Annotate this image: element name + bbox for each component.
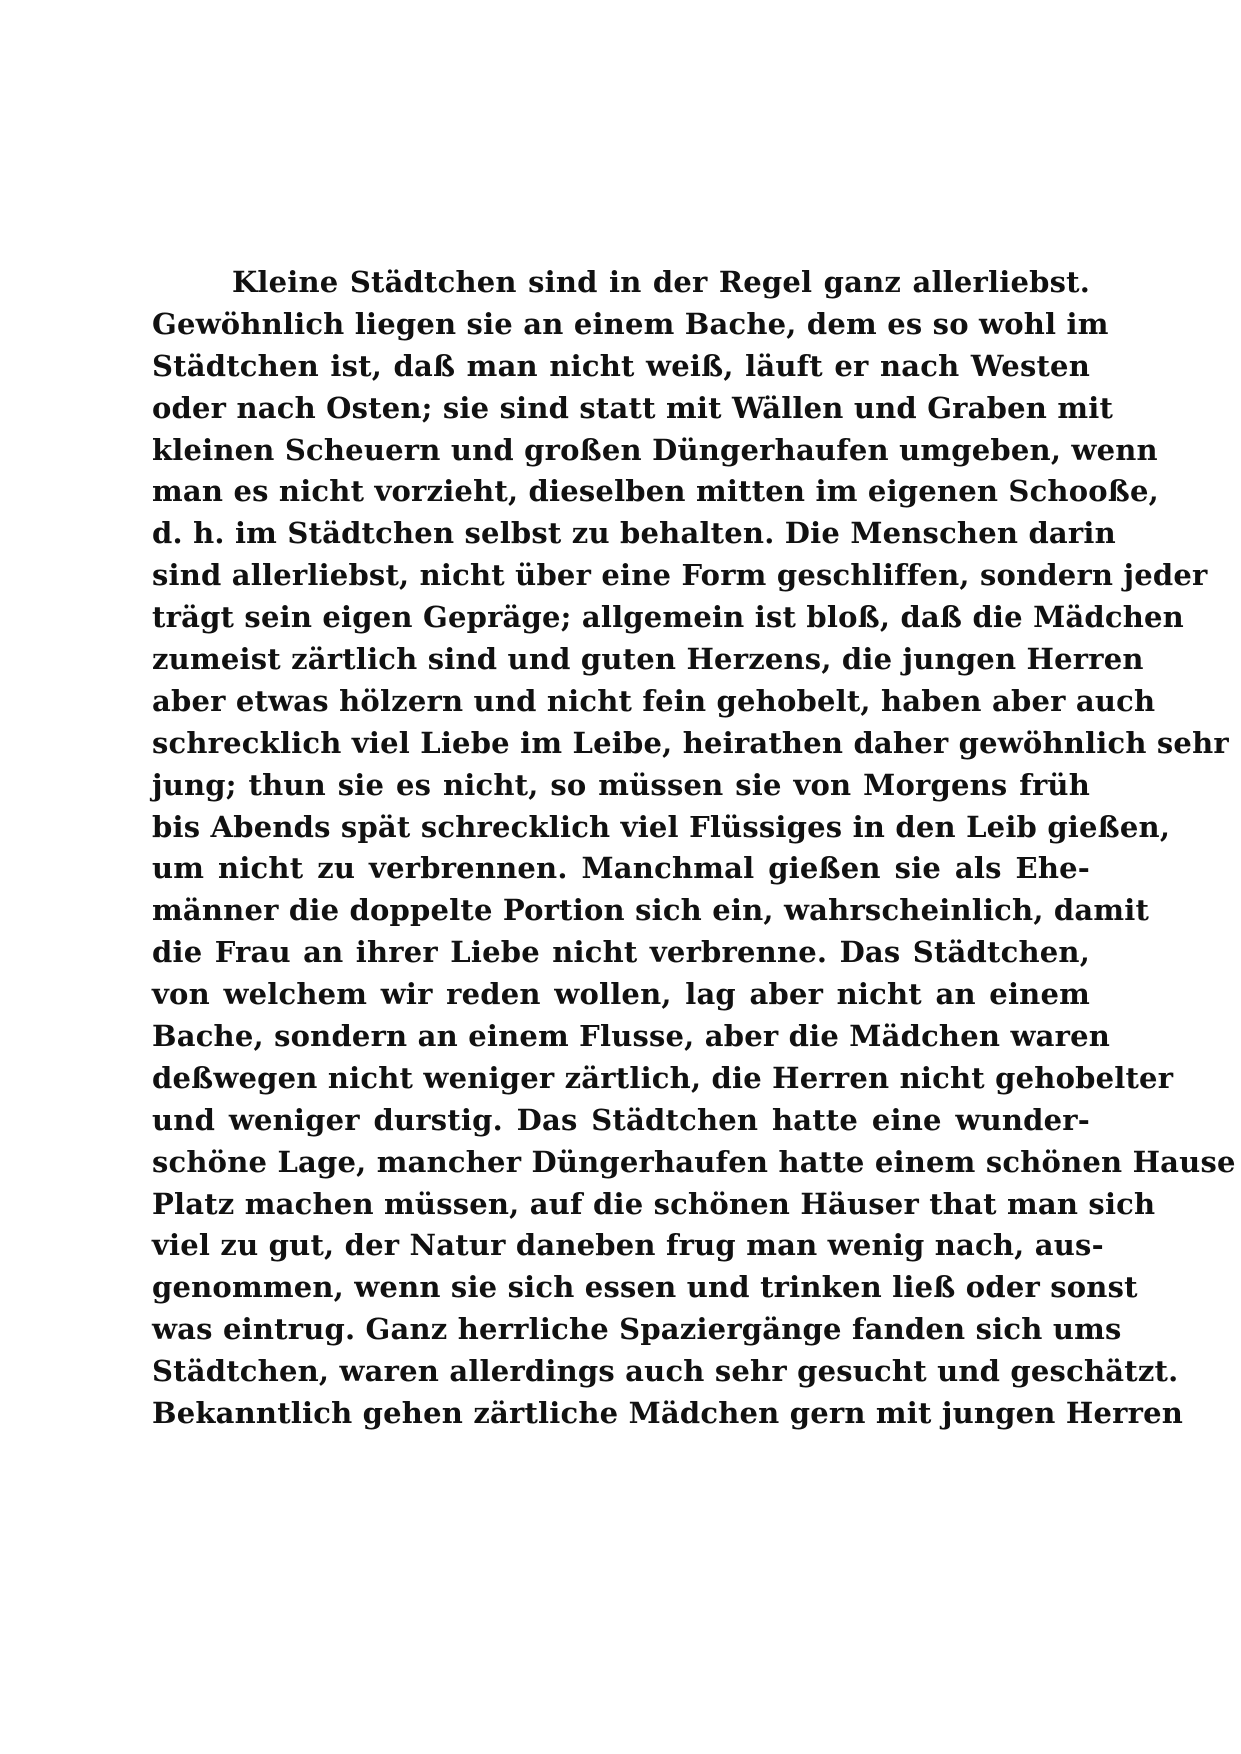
- text-line: Gewöhnlich liegen sie an einem Bache, dem es so wohl im: [152, 306, 1109, 341]
- text-line: sind allerliebst, nicht über eine Form geschliffen, sondern jeder: [152, 558, 1208, 593]
- text-line: und weniger durstig. Das Städtchen hatte eine wunder-: [152, 1102, 1090, 1137]
- text-line: schöne Lage, mancher Düngerhaufen hatte einem schönen Hause: [152, 1144, 1236, 1179]
- text-line: zumeist zärtlich sind und guten Herzens, die jungen Herren: [152, 642, 1144, 677]
- text-line: viel zu gut, der Natur daneben frug man wenig nach, aus-: [152, 1228, 1104, 1263]
- text-line: was eintrug. Ganz herrliche Spaziergänge fanden sich ums: [152, 1312, 1122, 1347]
- text-line: die Frau an ihrer Liebe nicht verbrenne. Das Städtchen,: [152, 935, 1090, 970]
- text-line: Bekanntlich gehen zärtliche Mädchen gern mit jungen Herren: [152, 1396, 1184, 1431]
- text-line: jung; thun sie es nicht, so müssen sie von Morgens früh: [152, 767, 1090, 802]
- text-line: Platz machen müssen, auf die schönen Häuser that man sich: [152, 1186, 1156, 1221]
- text-line: von welchem wir reden wollen, lag aber nicht an einem: [152, 977, 1090, 1012]
- text-line: d. h. im Städtchen selbst zu behalten. Die Menschen darin: [152, 516, 1116, 551]
- text-line: um nicht zu verbrennen. Manchmal gießen sie als Ehe-: [152, 851, 1090, 886]
- text-line: deßwegen nicht weniger zärtlich, die Herren nicht gehobelter: [152, 1060, 1174, 1095]
- text-line: Städtchen, waren allerdings auch sehr gesucht und geschätzt.: [152, 1354, 1179, 1389]
- text-line: kleinen Scheuern und großen Düngerhaufen umgeben, wenn: [152, 432, 1158, 467]
- text-line: man es nicht vorzieht, dieselben mitten im eigenen Schooße,: [152, 474, 1159, 509]
- text-line: aber etwas hölzern und nicht fein gehobelt, haben aber auch: [152, 683, 1156, 718]
- text-line: Bache, sondern an einem Flusse, aber die Mädchen waren: [152, 1019, 1111, 1054]
- text-line: schrecklich viel Liebe im Leibe, heirathen daher gewöhnlich sehr: [152, 725, 1229, 760]
- text-line: Städtchen ist, daß man nicht weiß, läuft er nach Westen: [152, 348, 1090, 383]
- text-line: bis Abends spät schrecklich viel Flüssiges in den Leib gießen,: [152, 809, 1171, 844]
- text-line: trägt sein eigen Gepräge; allgemein ist bloß, daß die Mädchen: [152, 600, 1184, 635]
- text-line: oder nach Osten; sie sind statt mit Wällen und Graben mit: [152, 390, 1114, 425]
- body-text: [152, 262, 1236, 1435]
- text-line: männer die doppelte Portion sich ein, wahrscheinlich, damit: [152, 893, 1150, 928]
- text-line: Kleine Städtchen sind in der Regel ganz allerliebst.: [232, 265, 1090, 299]
- text-line: genommen, wenn sie sich essen und trinken ließ oder sonst: [152, 1270, 1138, 1305]
